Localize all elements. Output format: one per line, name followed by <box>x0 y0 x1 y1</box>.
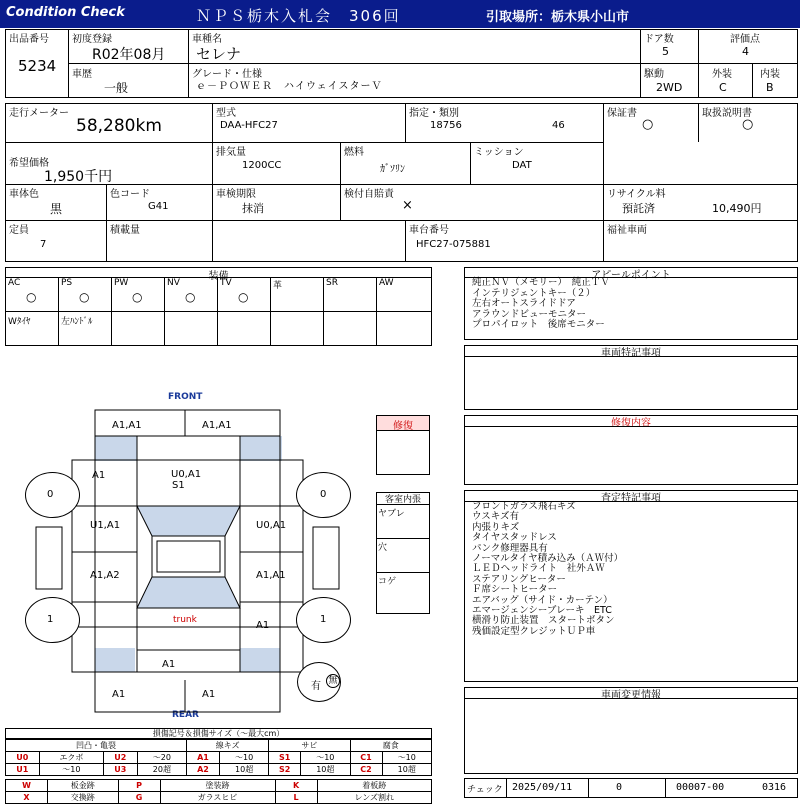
legend-code: A2 <box>187 764 220 776</box>
equip-ps-label: PS <box>61 278 73 288</box>
legend-desc: 着板跡 <box>317 780 431 792</box>
equipment-title: 装備 <box>208 271 229 282</box>
legend-desc: 塗装跡 <box>160 780 275 792</box>
equip-pw-label: PW <box>114 278 129 288</box>
note-line: ＬＥＤヘッドライト 社外ＡＷ <box>472 563 605 575</box>
equip-pw-mark: ○ <box>132 290 143 304</box>
manual: ○ <box>742 117 754 132</box>
first-reg-label: 初度登録 <box>72 34 112 45</box>
note-line: 横滑り防止装置 スタートボタン <box>472 615 615 627</box>
legend-group: サビ <box>269 740 350 752</box>
inspection: 抹消 <box>242 202 264 215</box>
model-name: セレナ <box>196 45 242 63</box>
note-line: ウスキズ有 <box>472 511 520 523</box>
interior-label: 内装 <box>760 69 780 80</box>
legend-code: A1 <box>187 752 220 764</box>
legend-desc: 〜10 <box>301 752 350 764</box>
spare-tire: 有 <box>311 681 321 692</box>
legend-title: 損傷記号＆損傷サイズ（〜最大cm） <box>5 728 432 739</box>
check-date: 2025/09/11 <box>512 782 573 793</box>
equip-nv-label: NV <box>167 278 180 288</box>
note-line: 内張りキズ <box>472 521 520 533</box>
drive: 2WD <box>656 81 683 94</box>
chassis: HFC27-075881 <box>416 239 491 250</box>
legend-code: X <box>6 792 48 804</box>
equip-tv-label: TV <box>220 278 232 288</box>
capacity: 7 <box>40 239 47 250</box>
tire-rear-left: 1 <box>47 614 54 625</box>
displacement: 1200CC <box>242 160 282 171</box>
equip-wtire-label: Wﾀｲﾔ <box>8 317 31 327</box>
note-line: Ｆ席シートヒーター <box>472 584 558 596</box>
cabin-burn: コゲ <box>378 577 397 587</box>
note-line: ノーマルタイヤ積み込み（ＡＷ付） <box>472 553 624 565</box>
appeal-line: プロパイロット 後席モニター <box>472 319 605 330</box>
pickup-location: 引取場所：栃木県小山市 <box>486 10 630 25</box>
price-label: 希望価格 <box>9 158 49 169</box>
capacity-label: 定員 <box>9 225 29 236</box>
legend-code: U0 <box>6 752 40 764</box>
tire-front-right: 0 <box>320 489 327 500</box>
doors-label: ドア数 <box>644 34 674 45</box>
legend-desc: 〜20 <box>137 752 186 764</box>
damage-legend <box>5 728 432 804</box>
warranty-label: 保証書 <box>607 108 637 119</box>
legend-code: K <box>275 780 317 792</box>
insurance-label: 検付自賠責 <box>344 189 394 200</box>
legend-group: 線キズ <box>187 740 269 752</box>
appeal-line: アラウンドビューモニター <box>472 308 587 320</box>
mileage: 58,280km <box>76 116 162 136</box>
color-code: G41 <box>148 201 169 212</box>
legend-code: C2 <box>350 764 382 776</box>
legend-desc: 〜10 <box>219 752 268 764</box>
legend-code: W <box>6 780 48 792</box>
equip-ac-mark: ○ <box>26 290 37 304</box>
insurance: × <box>402 198 413 213</box>
model-name-label: 車種名 <box>192 34 222 45</box>
tire-rear-right: 1 <box>320 614 327 625</box>
legend-code: C1 <box>350 752 382 764</box>
interior: B <box>766 81 774 94</box>
type: DAA-HFC27 <box>220 120 278 131</box>
doors: 5 <box>662 45 669 58</box>
note-line: ステアリングヒーター <box>472 573 566 585</box>
warranty: ○ <box>642 117 654 132</box>
appeal-list <box>472 278 610 331</box>
recycle-status: 預託済 <box>622 202 655 215</box>
legend-group: 凹凸・亀裂 <box>6 740 187 752</box>
manual-label: 取扱説明書 <box>702 108 752 119</box>
fuel-label: 燃料 <box>344 147 364 158</box>
equip-ps-mark: ○ <box>79 290 90 304</box>
fuel: ｶﾞｿﾘﾝ <box>380 164 405 175</box>
displacement-label: 排気量 <box>216 147 246 158</box>
door-rear-right: A1,A1 <box>256 570 286 581</box>
title-left: Condition Check <box>6 5 125 20</box>
cabin-tear: ヤブレ <box>378 509 405 519</box>
equip-aw-label: AW <box>379 278 394 288</box>
inspection-label: 車検期限 <box>216 189 256 200</box>
title-center: ＮＰＳ栃木入札会 306回 <box>196 7 401 25</box>
legend-code: G <box>118 792 160 804</box>
check-label: チェック <box>467 785 503 795</box>
history: 一般 <box>104 81 129 95</box>
lot-label: 出品番号 <box>9 34 49 45</box>
history-label: 車歴 <box>72 69 92 80</box>
load-label: 積載量 <box>110 225 140 236</box>
exterior: C <box>719 81 727 94</box>
inspection-notes-list <box>472 502 623 637</box>
legend-desc: 〜10 <box>382 752 431 764</box>
repair-content-title: 修復内容 <box>611 418 651 429</box>
door-front-right: U0,A1 <box>256 520 287 531</box>
front-bumper-left: A1,A1 <box>112 420 142 431</box>
welfare-label: 福祉車両 <box>607 225 647 236</box>
legend-desc: 板金跡 <box>48 780 119 792</box>
legend-desc: 10超 <box>219 764 268 776</box>
legend-desc: エクボ <box>39 752 103 764</box>
legend-code: L <box>275 792 317 804</box>
hood-2: S1 <box>172 480 185 491</box>
cabin-title: 客室内張 <box>384 495 421 505</box>
rear-bumper-left: A1 <box>112 689 126 700</box>
tire-front-left: 0 <box>47 489 54 500</box>
legend-code: S1 <box>269 752 301 764</box>
legend-desc: ガラスヒビ <box>160 792 275 804</box>
inspection-notes-title: 査定特記事項 <box>601 493 661 504</box>
legend-desc: 20超 <box>137 764 186 776</box>
appeal-line: インテリジェントキー（２） <box>472 287 596 299</box>
price: 1,950千円 <box>44 169 113 185</box>
type-label: 型式 <box>216 108 236 119</box>
legend-desc: 10超 <box>382 764 431 776</box>
legend-group: 腐食 <box>350 740 432 752</box>
exterior-label: 外装 <box>712 69 732 80</box>
legend-code: U1 <box>6 764 40 776</box>
special-notes-title: 車両特記事項 <box>601 348 661 359</box>
note-line: エアバッグ（サイド・カーテン） <box>472 594 613 606</box>
note-line: エマージェンシーブレーキ ETC <box>472 605 612 617</box>
door-front-left: U1,A1 <box>90 520 121 531</box>
recycle-fee: 10,490円 <box>712 202 762 215</box>
appeal-line: 左右オートスライドドア <box>472 298 576 309</box>
appeal-line: 純正ＮＶ（メモリー） 純正ＴＶ <box>472 277 610 288</box>
score: 4 <box>742 45 749 58</box>
score-label: 評価点 <box>730 34 760 45</box>
cabin-hole: 穴 <box>378 543 388 553</box>
rear-bumper-right: A1 <box>202 689 216 700</box>
color-code-label: 色コード <box>110 189 150 200</box>
spare-status-mark: 無 <box>326 674 340 688</box>
footer-zero: 0 <box>616 782 623 793</box>
legend-code: U3 <box>104 764 138 776</box>
chassis-label: 車台番号 <box>409 225 449 236</box>
footer-code1: 00007-00 <box>676 782 725 793</box>
legend-desc: 〜10 <box>39 764 103 776</box>
note-line: フロントガラス飛石キズ <box>472 501 576 512</box>
trunk-label: trunk <box>173 615 197 625</box>
equip-tv-mark: ○ <box>238 290 249 304</box>
mission-label: ミッション <box>474 147 524 158</box>
first-reg: R02年08月 <box>92 47 166 63</box>
rear-label: REAR <box>172 710 199 720</box>
note-line: タイヤスタッドレス <box>472 532 557 544</box>
change-info-title: 車両変更情報 <box>601 690 661 701</box>
legend-code: S2 <box>269 764 301 776</box>
mission: DAT <box>512 160 532 171</box>
mileage-label: 走行メーター <box>9 108 69 119</box>
fender-front-left: A1 <box>92 470 106 481</box>
rear-panel: A1 <box>162 659 176 670</box>
grade: ｅ－ＰＯＷＥＲ ハイウェイスターＶ <box>196 81 383 92</box>
designation-label: 指定・類別 <box>409 108 459 119</box>
note-line: 残価設定型クレジットＵＰ車 <box>472 625 596 637</box>
front-label: FRONT <box>168 392 203 402</box>
legend-code: U2 <box>104 752 138 764</box>
equip-leather-label: 革 <box>273 281 283 291</box>
legend-desc: レンズ割れ <box>317 792 431 804</box>
legend-desc: 交換跡 <box>48 792 119 804</box>
front-bumper-right: A1,A1 <box>202 420 232 431</box>
door-rear-left: A1,A2 <box>90 570 120 581</box>
legend-desc: 10超 <box>301 764 350 776</box>
legend-code: P <box>118 780 160 792</box>
equip-lhd-label: 左ﾊﾝﾄﾞﾙ <box>61 317 93 327</box>
appeal-title: アピールポイント <box>591 270 671 281</box>
recycle-label: リサイクル料 <box>607 189 666 200</box>
header-bar <box>0 0 800 28</box>
classification: 46 <box>552 120 565 131</box>
designation: 18756 <box>430 120 462 131</box>
equip-ac-label: AC <box>8 278 21 288</box>
hood: U0,A1 <box>171 469 202 480</box>
equip-sr-label: SR <box>326 278 338 288</box>
quarter-rear-right: A1 <box>256 620 270 631</box>
note-line: パンク修理器具有 <box>472 542 548 554</box>
footer-code2: 0316 <box>762 782 787 793</box>
color: 黒 <box>50 202 63 216</box>
equip-nv-mark: ○ <box>185 290 196 304</box>
repair-title: 修復 <box>393 421 413 432</box>
color-label: 車体色 <box>9 189 39 200</box>
lot-number: 5234 <box>18 57 57 75</box>
drive-label: 駆動 <box>644 69 664 80</box>
grade-label: グレード・仕様 <box>192 69 262 80</box>
